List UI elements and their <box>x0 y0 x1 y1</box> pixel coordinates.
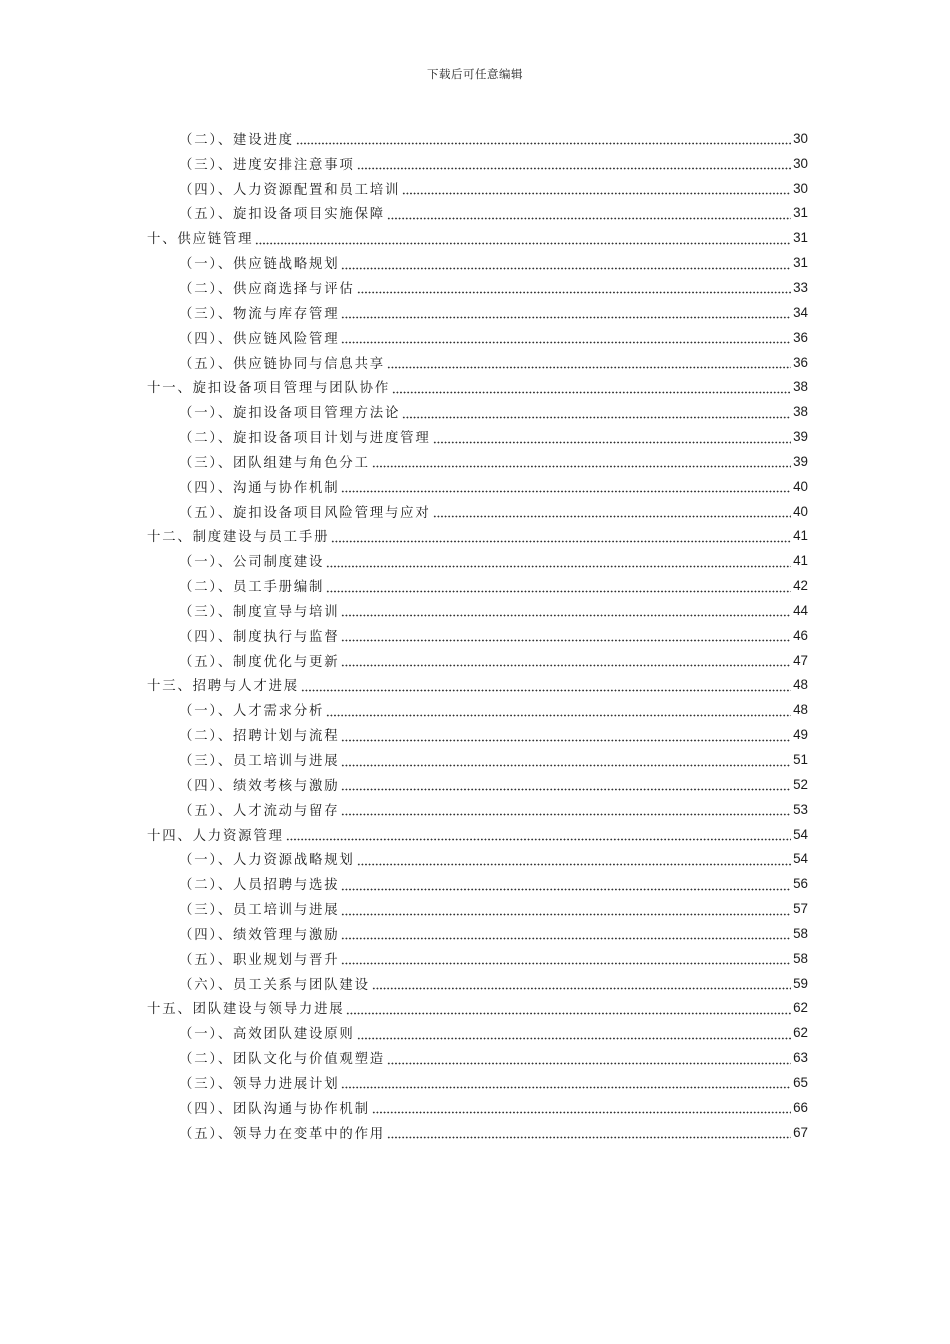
toc-dot-leader <box>341 305 791 319</box>
toc-dot-leader <box>387 1125 791 1139</box>
toc-entry-title: 十一、旋扣设备项目管理与团队协作 <box>147 381 391 397</box>
toc-dot-leader <box>341 256 791 270</box>
toc-page-number: 38 <box>793 379 808 395</box>
toc-page-number: 63 <box>793 1050 808 1066</box>
toc-entry-title: （二）、员工手册编制 <box>179 580 325 596</box>
toc-entry-title: （四）、供应链风险管理 <box>179 331 340 347</box>
toc-page-number: 30 <box>793 155 808 171</box>
toc-entry-title: （四）、制度执行与监督 <box>179 629 340 645</box>
table-of-contents <box>147 126 808 1145</box>
toc-page-number: 33 <box>793 279 808 295</box>
toc-entry-title: （一）、供应链战略规划 <box>179 257 340 273</box>
toc-section-entry[interactable] <box>147 896 808 921</box>
toc-section-entry[interactable] <box>147 300 808 325</box>
toc-page-number: 62 <box>793 1025 808 1041</box>
toc-section-entry[interactable] <box>147 722 808 747</box>
toc-page-number: 40 <box>793 503 808 519</box>
toc-chapter-entry[interactable] <box>147 673 808 698</box>
toc-dot-leader <box>341 877 791 891</box>
toc-section-entry[interactable] <box>147 350 808 375</box>
toc-dot-leader <box>341 653 791 667</box>
toc-section-entry[interactable] <box>147 275 808 300</box>
toc-entry-title: （三）、员工培训与进展 <box>179 903 340 919</box>
toc-page-number: 39 <box>793 429 808 445</box>
toc-chapter-entry[interactable] <box>147 996 808 1021</box>
toc-dot-leader <box>387 1051 791 1065</box>
toc-page-number: 48 <box>793 702 808 718</box>
toc-dot-leader <box>357 1026 792 1040</box>
toc-entry-title: （五）、制度优化与更新 <box>179 654 340 670</box>
toc-section-entry[interactable] <box>147 598 808 623</box>
toc-section-entry[interactable] <box>147 250 808 275</box>
toc-page-number: 57 <box>793 901 808 917</box>
toc-section-entry[interactable] <box>147 1095 808 1120</box>
toc-section-entry[interactable] <box>147 1045 808 1070</box>
toc-dot-leader <box>387 206 791 220</box>
toc-entry-title: （二）、团队文化与价值观塑造 <box>179 1052 385 1068</box>
toc-entry-title: （一）、旋扣设备项目管理方法论 <box>179 406 401 422</box>
toc-page-number: 48 <box>793 677 808 693</box>
toc-page-number: 53 <box>793 801 808 817</box>
toc-entry-title: （三）、领导力进展计划 <box>179 1076 340 1092</box>
toc-section-entry[interactable] <box>147 176 808 201</box>
toc-chapter-entry[interactable] <box>147 225 808 250</box>
toc-section-entry[interactable] <box>147 573 808 598</box>
toc-section-entry[interactable] <box>147 325 808 350</box>
toc-dot-leader <box>357 156 792 170</box>
toc-page-number: 58 <box>793 925 808 941</box>
toc-dot-leader <box>296 131 791 145</box>
toc-page-number: 67 <box>793 1124 808 1140</box>
toc-page-number: 46 <box>793 627 808 643</box>
toc-entry-title: （四）、绩效管理与激励 <box>179 927 340 943</box>
toc-page-number: 44 <box>793 602 808 618</box>
toc-page-number: 62 <box>793 1000 808 1016</box>
toc-dot-leader <box>346 1001 791 1015</box>
toc-entry-title: （二）、建设进度 <box>179 132 294 148</box>
toc-section-entry[interactable] <box>147 623 808 648</box>
toc-page-number: 51 <box>793 752 808 768</box>
toc-entry-title: （五）、供应链协同与信息共享 <box>179 356 385 372</box>
toc-section-entry[interactable] <box>147 1020 808 1045</box>
toc-section-entry[interactable] <box>147 424 808 449</box>
toc-dot-leader <box>372 976 791 990</box>
toc-entry-title: （三）、制度宣导与培训 <box>179 604 340 620</box>
toc-section-entry[interactable] <box>147 449 808 474</box>
toc-dot-leader <box>341 902 791 916</box>
toc-dot-leader <box>255 231 791 245</box>
toc-entry-title: 十三、招聘与人才进展 <box>147 679 299 695</box>
toc-section-entry[interactable] <box>147 946 808 971</box>
toc-dot-leader <box>326 579 791 593</box>
toc-section-entry[interactable] <box>147 126 808 151</box>
toc-section-entry[interactable] <box>147 399 808 424</box>
toc-entry-title: （四）、人力资源配置和员工培训 <box>179 182 401 198</box>
toc-section-entry[interactable] <box>147 971 808 996</box>
toc-entry-title: （一）、人才需求分析 <box>179 704 325 720</box>
toc-entry-title: （五）、职业规划与晋升 <box>179 952 340 968</box>
toc-page-number: 36 <box>793 354 808 370</box>
toc-section-entry[interactable] <box>147 151 808 176</box>
toc-dot-leader <box>357 852 792 866</box>
toc-entry-title: （六）、员工关系与团队建设 <box>179 977 370 993</box>
toc-page-number: 39 <box>793 453 808 469</box>
toc-page-number: 40 <box>793 478 808 494</box>
toc-dot-leader <box>402 405 791 419</box>
toc-page-number: 65 <box>793 1074 808 1090</box>
toc-chapter-entry[interactable] <box>147 524 808 549</box>
toc-entry-title: （五）、旋扣设备项目风险管理与应对 <box>179 505 431 521</box>
toc-section-entry[interactable] <box>147 548 808 573</box>
toc-entry-title: （五）、旋扣设备项目实施保障 <box>179 207 385 223</box>
toc-dot-leader <box>286 827 791 841</box>
toc-dot-leader <box>326 554 791 568</box>
toc-page-number: 31 <box>793 205 808 221</box>
toc-dot-leader <box>357 280 792 294</box>
toc-entry-title: （二）、旋扣设备项目计划与进度管理 <box>179 431 431 447</box>
toc-page-number: 41 <box>793 528 808 544</box>
toc-dot-leader <box>341 603 791 617</box>
toc-page-number: 66 <box>793 1099 808 1115</box>
toc-entry-title: （三）、物流与库存管理 <box>179 306 340 322</box>
toc-entry-title: （二）、供应商选择与评估 <box>179 281 355 297</box>
toc-entry-title: 十、供应链管理 <box>147 232 254 248</box>
toc-entry-title: （四）、沟通与协作机制 <box>179 480 340 496</box>
toc-entry-title: （三）、员工培训与进展 <box>179 754 340 770</box>
toc-section-entry[interactable] <box>147 697 808 722</box>
toc-dot-leader <box>341 951 791 965</box>
toc-dot-leader <box>433 504 792 518</box>
toc-dot-leader <box>402 181 791 195</box>
toc-entry-title: （四）、绩效考核与激励 <box>179 778 340 794</box>
toc-section-entry[interactable] <box>147 871 808 896</box>
toc-page-number: 47 <box>793 652 808 668</box>
toc-section-entry[interactable] <box>147 648 808 673</box>
toc-page-number: 36 <box>793 329 808 345</box>
toc-page-number: 56 <box>793 876 808 892</box>
toc-page-number: 58 <box>793 950 808 966</box>
toc-dot-leader <box>341 628 791 642</box>
toc-page-number: 59 <box>793 975 808 991</box>
toc-section-entry[interactable] <box>147 1120 808 1145</box>
toc-dot-leader <box>372 454 791 468</box>
toc-section-entry[interactable] <box>147 474 808 499</box>
page-header: 下载后可任意编辑 <box>427 67 523 81</box>
toc-section-entry[interactable] <box>147 797 808 822</box>
toc-chapter-entry[interactable] <box>147 374 808 399</box>
toc-dot-leader <box>433 430 792 444</box>
toc-section-entry[interactable] <box>147 772 808 797</box>
toc-page-number: 52 <box>793 776 808 792</box>
toc-entry-title: （一）、人力资源战略规划 <box>179 853 355 869</box>
toc-page-number: 30 <box>793 180 808 196</box>
toc-dot-leader <box>341 728 791 742</box>
toc-entry-title: （五）、人才流动与留存 <box>179 803 340 819</box>
toc-section-entry[interactable] <box>147 747 808 772</box>
toc-dot-leader <box>341 753 791 767</box>
toc-entry-title: （一）、公司制度建设 <box>179 555 325 571</box>
toc-entry-title: 十四、人力资源管理 <box>147 828 284 844</box>
toc-page-number: 41 <box>793 553 808 569</box>
toc-page-number: 34 <box>793 304 808 320</box>
toc-entry-title: 十二、制度建设与员工手册 <box>147 530 330 546</box>
toc-page-number: 54 <box>793 826 808 842</box>
toc-entry-title: （二）、人员招聘与选拔 <box>179 878 340 894</box>
toc-section-entry[interactable] <box>147 201 808 226</box>
toc-entry-title: （五）、领导力在变革中的作用 <box>179 1126 385 1142</box>
toc-entry-title: （三）、团队组建与角色分工 <box>179 455 370 471</box>
toc-dot-leader <box>341 330 791 344</box>
toc-page-number: 31 <box>793 255 808 271</box>
toc-dot-leader <box>387 355 791 369</box>
toc-page-number: 49 <box>793 727 808 743</box>
toc-dot-leader <box>326 703 791 717</box>
toc-page-number: 54 <box>793 851 808 867</box>
toc-dot-leader <box>392 380 791 394</box>
toc-entry-title: （三）、进度安排注意事项 <box>179 157 355 173</box>
toc-dot-leader <box>341 479 791 493</box>
toc-dot-leader <box>301 678 791 692</box>
toc-entry-title: （一）、高效团队建设原则 <box>179 1027 355 1043</box>
toc-page-number: 42 <box>793 578 808 594</box>
toc-section-entry[interactable] <box>147 1070 808 1095</box>
toc-page-number: 30 <box>793 130 808 146</box>
toc-dot-leader <box>341 777 791 791</box>
toc-section-entry[interactable] <box>147 499 808 524</box>
toc-entry-title: 十五、团队建设与领导力进展 <box>147 1002 345 1018</box>
toc-entry-title: （四）、团队沟通与协作机制 <box>179 1101 370 1117</box>
toc-section-entry[interactable] <box>147 846 808 871</box>
toc-entry-title: （二）、招聘计划与流程 <box>179 729 340 745</box>
toc-chapter-entry[interactable] <box>147 822 808 847</box>
toc-dot-leader <box>331 529 791 543</box>
toc-page-number: 38 <box>793 404 808 420</box>
toc-dot-leader <box>341 926 791 940</box>
toc-section-entry[interactable] <box>147 921 808 946</box>
toc-dot-leader <box>372 1100 791 1114</box>
toc-page-number: 31 <box>793 230 808 246</box>
toc-dot-leader <box>341 1075 791 1089</box>
toc-dot-leader <box>341 802 791 816</box>
